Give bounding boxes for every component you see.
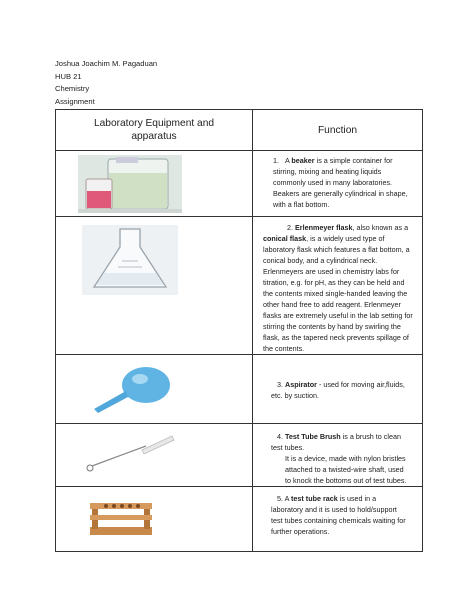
description: is a simple container for stirring, mixing and heating liquids commonly used in many laboratories. Beakers are generally cylindrical in shape, with a flat bottom. [273,156,408,209]
test-tube-rack-image [84,493,158,539]
table-row [56,487,423,552]
function-cell: 2. Erlenmeyer flask, also known as a conical flask, is a widely used type of laboratory flask which features a flat bottom, a conical body, and a cylindrical neck. Erlenmeyers are used in chemistry labs for titration, e.g. for pH, as they can be held and the contents mixed single-handed leaving the other hand free to add reagent. Erlenmeyer flasks are extremely useful in the lab setting for stirring the contents by hand by swirling the flask, as the tapered neck prevents spillage of the contents. [253,217,423,355]
equipment-term: beaker [291,156,315,165]
item-number: 1. [273,156,279,165]
function-cell: 1. A beaker is a simple container for stirring, mixing and heating liquids commonly used in many laboratories. Beakers are generally cylindrical in shape, with a flat bottom. [253,151,423,217]
equipment-term: Erlenmeyer flask [295,223,353,232]
description: is a brush to clean test tubes. [271,432,401,452]
item-number: 4. [277,432,283,441]
equipment-term: Test Tube Brush [285,432,341,441]
table-row [56,424,423,487]
column-header-function: Function [253,110,423,151]
function-cell: 5. A test tube rack is used in a laboratory and it is used to hold/support test tubes containing chemicals waiting for further operations. [253,487,423,552]
document-header [55,58,157,108]
subject: Chemistry [55,84,90,94]
beaker-image [78,155,182,213]
document-type: Assignment [55,96,95,106]
item-number: 2. [287,223,293,232]
function-cell [253,355,423,424]
equipment-image-cell [56,487,253,552]
table-row [56,151,423,217]
table-row [56,217,423,355]
equipment-image-cell [56,217,253,355]
equipment-term: Aspirator [285,380,317,389]
aspirator-image [88,361,178,417]
author-name: Joshua Joachim M. Pagaduan [55,59,158,68]
item-number: 5. [277,494,283,503]
column-header-equipment: Laboratory Equipment and apparatus [56,110,253,151]
equipment-term: test tube rack [291,494,338,503]
equipment-image-cell [56,355,253,424]
equipment-term-alt: conical flask [263,234,307,243]
description: - used for moving air,fluids, etc. by suction. [271,380,405,400]
table-row [56,355,423,424]
erlenmeyer-flask-image [82,225,178,295]
description: , is a widely used type of laboratory flask which features a flat bottom, a conical body, and a cylindrical neck. Erlenmeyers are used in chemistry labs for titration, e.g. for pH, as they can be held and the contents mixed single-handed leaving the other hand free to add reagent. Erlenmeyer flasks are extremely useful in the lab setting for stirring the contents by hand by swirling the flask, as the tapered neck prevents spillage of the contents. [263,234,413,353]
function-cell [253,424,423,487]
equipment-image-cell [56,151,253,217]
equipment-image-cell [56,424,253,487]
description-detail: It is a device, made with nylon bristles attached to a twisted-wire shaft, used to knock the bottoms out of test tubes. [285,454,407,485]
description: is used in a laboratory and it is used to hold/support test tubes containing chemicals waiting for further operations. [271,494,406,536]
table-header-row [56,110,423,151]
equipment-table [55,109,423,552]
test-tube-brush-image [82,428,178,476]
course-code: HUB 21 [55,71,82,81]
item-number: 3. [277,380,283,389]
